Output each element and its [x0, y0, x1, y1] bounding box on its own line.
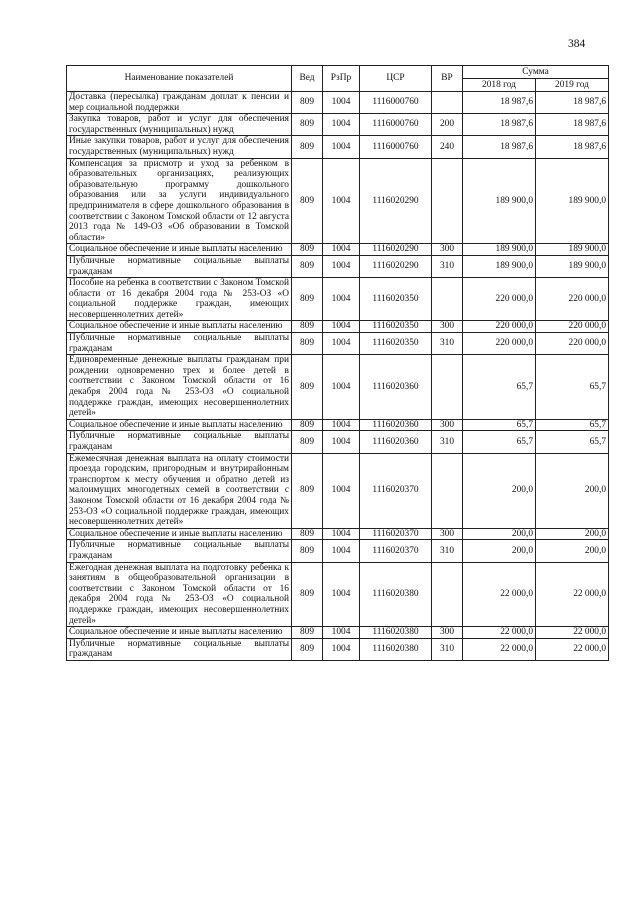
- row-vr-cell: [432, 278, 463, 321]
- table-row: [67, 255, 609, 277]
- table-row: [67, 321, 609, 333]
- row-name-cell: Социальное обеспечение и иные выплаты населению: [67, 528, 292, 540]
- table-row: [67, 431, 609, 453]
- row-vr-cell: [432, 92, 463, 114]
- row-name-cell: Социальное обеспечение и иные выплаты населению: [67, 627, 292, 639]
- row-rzpr-cell: 1004: [323, 419, 360, 431]
- row-vr-cell: 240: [432, 136, 463, 158]
- row-2019-cell: 65,7: [536, 419, 609, 431]
- row-rzpr-cell: 1004: [323, 255, 360, 277]
- row-rzpr-cell: 1004: [323, 355, 360, 420]
- row-2018-cell: 65,7: [463, 419, 536, 431]
- row-2018-cell: 200,0: [463, 453, 536, 528]
- row-2018-cell: 220 000,0: [463, 278, 536, 321]
- row-name-cell: Единовременные денежные выплаты гражданам при рождении одновременно трех и более детей в соответствии с Законом Томской области от 16 декабря 2004 года № 253-ОЗ «О социальной поддержке граждан, имеющих несовершеннолетних детей»: [67, 355, 292, 420]
- row-vr-cell: [432, 453, 463, 528]
- row-2018-cell: 220 000,0: [463, 321, 536, 333]
- row-vr-cell: 310: [432, 638, 463, 660]
- header-rzpr: РзПр: [323, 66, 360, 92]
- table-row: [67, 453, 609, 528]
- row-name-cell: Доставка (пересылка) гражданам доплат к пенсии и мер социальной поддержки: [67, 92, 292, 114]
- row-ved-cell: 809: [292, 244, 323, 256]
- row-rzpr-cell: 1004: [323, 136, 360, 158]
- row-2018-cell: 18 987,6: [463, 92, 536, 114]
- row-name-cell: Компенсация за присмотр и уход за ребенком в образовательных организациях, реализующих образовательную программу дошкольного образования или за услуги индивидуального предпринимателя в сфере дошкольного образования в соответствии с Законом Томской области от 12 августа 2013 года № 149-ОЗ «Об образовании в Томской области»: [67, 158, 292, 244]
- row-rzpr-cell: 1004: [323, 562, 360, 627]
- header-vr: ВР: [432, 66, 463, 92]
- row-name-cell: Социальное обеспечение и иные выплаты населению: [67, 419, 292, 431]
- row-2019-cell: 220 000,0: [536, 333, 609, 355]
- row-ved-cell: 809: [292, 431, 323, 453]
- row-csr-cell: 1116020380: [360, 562, 432, 627]
- row-ved-cell: 809: [292, 278, 323, 321]
- row-2019-cell: 189 900,0: [536, 244, 609, 256]
- row-vr-cell: 200: [432, 114, 463, 136]
- row-2019-cell: 200,0: [536, 528, 609, 540]
- header-name: Наименование показателей: [67, 66, 292, 92]
- row-rzpr-cell: 1004: [323, 453, 360, 528]
- row-2018-cell: 18 987,6: [463, 136, 536, 158]
- header-ved: Вед: [292, 66, 323, 92]
- row-2019-cell: 18 987,6: [536, 92, 609, 114]
- row-name-cell: Закупка товаров, работ и услуг для обеспечения государственных (муниципальных) нужд: [67, 114, 292, 136]
- row-csr-cell: 1116020370: [360, 540, 432, 562]
- row-2018-cell: 200,0: [463, 528, 536, 540]
- table-row: [67, 562, 609, 627]
- table-header: [67, 66, 609, 92]
- row-rzpr-cell: 1004: [323, 333, 360, 355]
- row-vr-cell: 300: [432, 321, 463, 333]
- row-2018-cell: 65,7: [463, 355, 536, 420]
- row-csr-cell: 1116020350: [360, 333, 432, 355]
- row-rzpr-cell: 1004: [323, 278, 360, 321]
- row-vr-cell: 300: [432, 528, 463, 540]
- row-ved-cell: 809: [292, 92, 323, 114]
- row-2019-cell: 18 987,6: [536, 136, 609, 158]
- row-ved-cell: 809: [292, 158, 323, 244]
- row-2019-cell: 65,7: [536, 355, 609, 420]
- row-name-cell: Ежемесячная денежная выплата на оплату стоимости проезда городским, пригородным и внутрирайонным транспортом к месту обучения и обратно детей из малоимущих многодетных семей в соответствии с Законом Томской области от 16 декабря 2004 года № 253-ОЗ «О социальной поддержке граждан, имеющих несовершеннолетних детей»: [67, 453, 292, 528]
- row-csr-cell: 1116000760: [360, 136, 432, 158]
- row-2019-cell: 200,0: [536, 540, 609, 562]
- row-csr-cell: 1116020350: [360, 321, 432, 333]
- row-rzpr-cell: 1004: [323, 92, 360, 114]
- row-2018-cell: 200,0: [463, 540, 536, 562]
- table-row: [67, 114, 609, 136]
- row-vr-cell: 300: [432, 627, 463, 639]
- row-ved-cell: 809: [292, 255, 323, 277]
- row-2019-cell: 220 000,0: [536, 321, 609, 333]
- row-2019-cell: 189 900,0: [536, 158, 609, 244]
- table-row: [67, 333, 609, 355]
- row-rzpr-cell: 1004: [323, 431, 360, 453]
- table-row: [67, 158, 609, 244]
- row-ved-cell: 809: [292, 321, 323, 333]
- row-name-cell: Публичные нормативные социальные выплаты гражданам: [67, 638, 292, 660]
- row-rzpr-cell: 1004: [323, 627, 360, 639]
- row-ved-cell: 809: [292, 453, 323, 528]
- row-vr-cell: 310: [432, 255, 463, 277]
- table-row: [67, 419, 609, 431]
- row-vr-cell: [432, 355, 463, 420]
- row-csr-cell: 1116020350: [360, 278, 432, 321]
- row-name-cell: Социальное обеспечение и иные выплаты населению: [67, 321, 292, 333]
- row-2019-cell: 65,7: [536, 431, 609, 453]
- table-row: [67, 528, 609, 540]
- row-2019-cell: 189 900,0: [536, 255, 609, 277]
- row-csr-cell: 1116000760: [360, 114, 432, 136]
- row-csr-cell: 1116020360: [360, 419, 432, 431]
- row-ved-cell: 809: [292, 638, 323, 660]
- row-rzpr-cell: 1004: [323, 114, 360, 136]
- header-sum: Сумма: [463, 66, 609, 79]
- row-2019-cell: 22 000,0: [536, 562, 609, 627]
- row-ved-cell: 809: [292, 136, 323, 158]
- row-name-cell: Публичные нормативные социальные выплаты гражданам: [67, 255, 292, 277]
- row-2018-cell: 189 900,0: [463, 158, 536, 244]
- row-csr-cell: 1116020360: [360, 355, 432, 420]
- row-2018-cell: 22 000,0: [463, 638, 536, 660]
- table-row: [67, 627, 609, 639]
- row-vr-cell: 300: [432, 419, 463, 431]
- row-name-cell: Ежегодная денежная выплата на подготовку ребенка к занятиям в общеобразовательной организации в соответствии с Законом Томской области от 16 декабря 2004 года № 253-ОЗ «О социальной поддержке граждан, имеющих несовершеннолетних детей»: [67, 562, 292, 627]
- header-2019: 2019 год: [536, 79, 609, 92]
- row-ved-cell: 809: [292, 540, 323, 562]
- row-rzpr-cell: 1004: [323, 244, 360, 256]
- row-csr-cell: 1116020370: [360, 453, 432, 528]
- row-ved-cell: 809: [292, 562, 323, 627]
- table-row: [67, 278, 609, 321]
- row-csr-cell: 1116020370: [360, 528, 432, 540]
- row-vr-cell: 300: [432, 244, 463, 256]
- row-2018-cell: 22 000,0: [463, 562, 536, 627]
- row-vr-cell: 310: [432, 431, 463, 453]
- row-2018-cell: 65,7: [463, 431, 536, 453]
- table-row: [67, 92, 609, 114]
- table-row: [67, 540, 609, 562]
- table-body: [67, 92, 609, 661]
- row-ved-cell: 809: [292, 355, 323, 420]
- budget-table: [66, 65, 609, 661]
- row-ved-cell: 809: [292, 114, 323, 136]
- row-csr-cell: 1116020380: [360, 627, 432, 639]
- row-csr-cell: 1116020290: [360, 158, 432, 244]
- row-name-cell: Пособие на ребенка в соответствии с Законом Томской области от 16 декабря 2004 года № 253-ОЗ «О социальной поддержке граждан, имеющих несовершеннолетних детей»: [67, 278, 292, 321]
- row-csr-cell: 1116020360: [360, 431, 432, 453]
- row-vr-cell: [432, 158, 463, 244]
- row-vr-cell: 310: [432, 333, 463, 355]
- row-2019-cell: 18 987,6: [536, 114, 609, 136]
- header-2018: 2018 год: [463, 79, 536, 92]
- row-rzpr-cell: 1004: [323, 528, 360, 540]
- table-row: [67, 136, 609, 158]
- row-2019-cell: 200,0: [536, 453, 609, 528]
- row-2019-cell: 220 000,0: [536, 278, 609, 321]
- header-csr: ЦСР: [360, 66, 432, 92]
- row-2019-cell: 22 000,0: [536, 638, 609, 660]
- row-name-cell: Социальное обеспечение и иные выплаты населению: [67, 244, 292, 256]
- row-ved-cell: 809: [292, 333, 323, 355]
- table-row: [67, 355, 609, 420]
- row-2018-cell: 189 900,0: [463, 244, 536, 256]
- row-vr-cell: [432, 562, 463, 627]
- row-csr-cell: 1116000760: [360, 92, 432, 114]
- table-row: [67, 638, 609, 660]
- row-ved-cell: 809: [292, 627, 323, 639]
- page-number: 384: [568, 38, 586, 50]
- row-2019-cell: 22 000,0: [536, 627, 609, 639]
- row-2018-cell: 189 900,0: [463, 255, 536, 277]
- table-row: [67, 244, 609, 256]
- row-rzpr-cell: 1004: [323, 638, 360, 660]
- row-2018-cell: 220 000,0: [463, 333, 536, 355]
- row-csr-cell: 1116020290: [360, 255, 432, 277]
- row-2018-cell: 22 000,0: [463, 627, 536, 639]
- row-name-cell: Иные закупки товаров, работ и услуг для обеспечения государственных (муниципальных) нужд: [67, 136, 292, 158]
- row-rzpr-cell: 1004: [323, 540, 360, 562]
- row-vr-cell: 310: [432, 540, 463, 562]
- row-name-cell: Публичные нормативные социальные выплаты гражданам: [67, 431, 292, 453]
- row-name-cell: Публичные нормативные социальные выплаты гражданам: [67, 540, 292, 562]
- row-ved-cell: 809: [292, 528, 323, 540]
- row-rzpr-cell: 1004: [323, 158, 360, 244]
- row-name-cell: Публичные нормативные социальные выплаты гражданам: [67, 333, 292, 355]
- row-rzpr-cell: 1004: [323, 321, 360, 333]
- row-csr-cell: 1116020380: [360, 638, 432, 660]
- row-csr-cell: 1116020290: [360, 244, 432, 256]
- row-2018-cell: 18 987,6: [463, 114, 536, 136]
- row-ved-cell: 809: [292, 419, 323, 431]
